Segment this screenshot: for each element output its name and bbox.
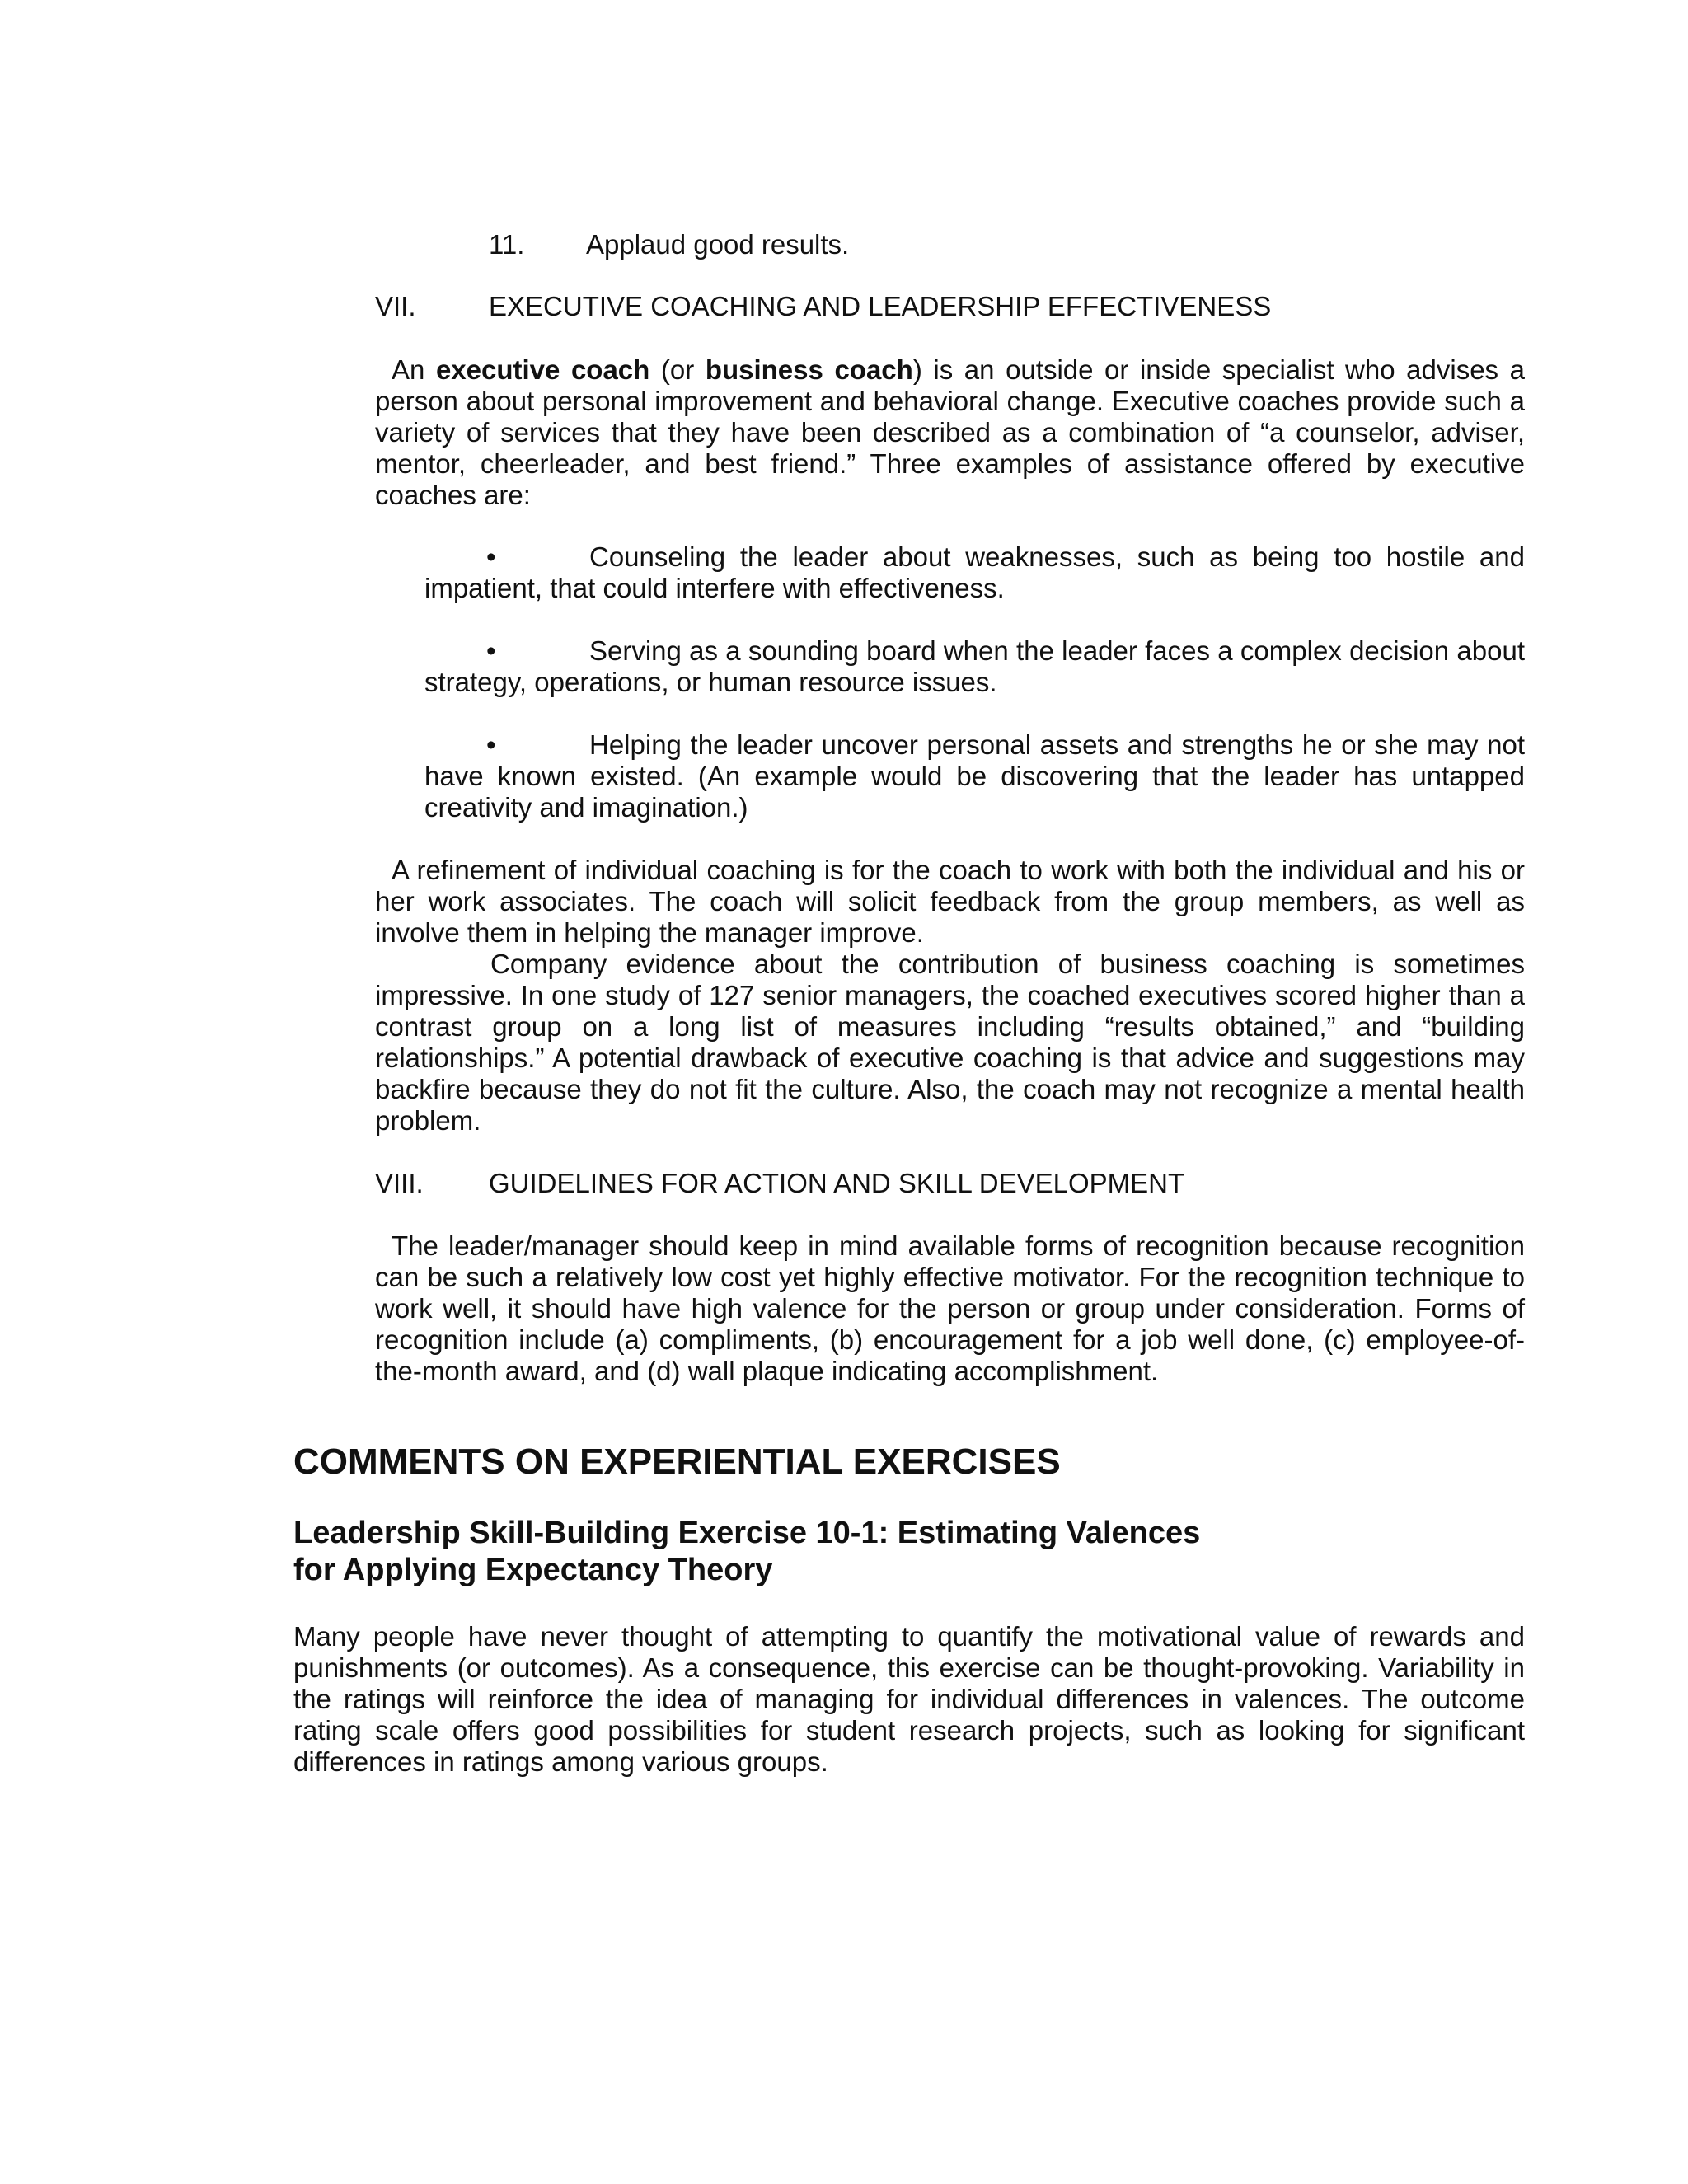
outline-item-number: 11.: [489, 229, 525, 260]
section-number: VIII.: [375, 1168, 424, 1198]
bullet-item: Serving as a sounding board when the leader faces a complex decision about strategy, operations, or human resource issues.: [424, 635, 1525, 697]
term-executive-coach: executive coach: [435, 354, 650, 385]
text-run: ) is an outside or inside specialist who advises a person about personal improvement and behavioral change. Executive coaches provide such a variety of services that they have been described as a combination of “a counselor, adviser, mentor, cheerleader, and best friend.” Three examples of assistance offered by executive coaches are:: [375, 354, 1525, 510]
section-title: GUIDELINES FOR ACTION AND SKILL DEVELOPMENT: [489, 1168, 1185, 1198]
guidelines-paragraph: The leader/manager should keep in mind available forms of recognition because recognition can be such a relatively low cost yet highly effective motivator. For the recognition technique to work well, it should have high valence for the person or group under consideration. Forms of recognition include (a) compliments, (b) encouragement for a job well done, (c) employee-of-the-month award, and (d) wall plaque indicating accomplishment.: [375, 1230, 1525, 1386]
exercise-title-line-1: Leadership Skill-Building Exercise 10-1: Estimating Valences: [293, 1516, 1201, 1550]
coaching-intro-paragraph: [375, 354, 1525, 511]
section-number: VII.: [375, 291, 416, 321]
outline-item-text: Applaud good results.: [586, 229, 850, 260]
text-run: (or: [649, 354, 706, 385]
section-title: EXECUTIVE COACHING AND LEADERSHIP EFFECTIVENESS: [489, 291, 1272, 321]
exercise-paragraph: Many people have never thought of attempting to quantify the motivational value of rewards and punishments (or outcomes). As a consequence, this exercise can be thought-provoking. Variability in the ratings will reinforce the idea of managing for individual differences in valences. The outcome rating scale offers good possibilities for student research projects, such as looking for significant differences in ratings among various groups.: [293, 1621, 1525, 1777]
refinement-paragraph: A refinement of individual coaching is for the coach to work with both the individual and his or her work associates. The coach will solicit feedback from the group members, as well as involve them in helping the manager improve.: [375, 855, 1525, 948]
bullet-item: Helping the leader uncover personal assets and strengths he or she may not have known existed. (An example would be discovering that the leader has untapped creativity and imagination.): [424, 729, 1525, 823]
exercise-title: [293, 1515, 1200, 1589]
evidence-paragraph: Company evidence about the contribution of business coaching is sometimes impressive. In one study of 127 senior managers, the coached executives scored higher than a contrast group on a long list of measures including “results obtained,” and “building relationships.” A potential drawback of executive coaching is that advice and suggestions may backfire because they do not fit the culture. Also, the coach may not recognize a mental health problem.: [375, 949, 1525, 1136]
text-run: An: [392, 354, 436, 385]
exercise-title-line-2: for Applying Expectancy Theory: [293, 1553, 773, 1587]
bullet-icon: •: [486, 635, 496, 666]
term-business-coach: business coach: [705, 354, 913, 385]
bullet-icon: •: [486, 729, 496, 760]
bullet-item: Counseling the leader about weaknesses, such as being too hostile and impatient, that could interfere with effectiveness.: [424, 541, 1525, 603]
comments-heading: COMMENTS ON EXPERIENTIAL EXERCISES: [293, 1441, 1061, 1482]
bullet-icon: •: [486, 541, 496, 572]
